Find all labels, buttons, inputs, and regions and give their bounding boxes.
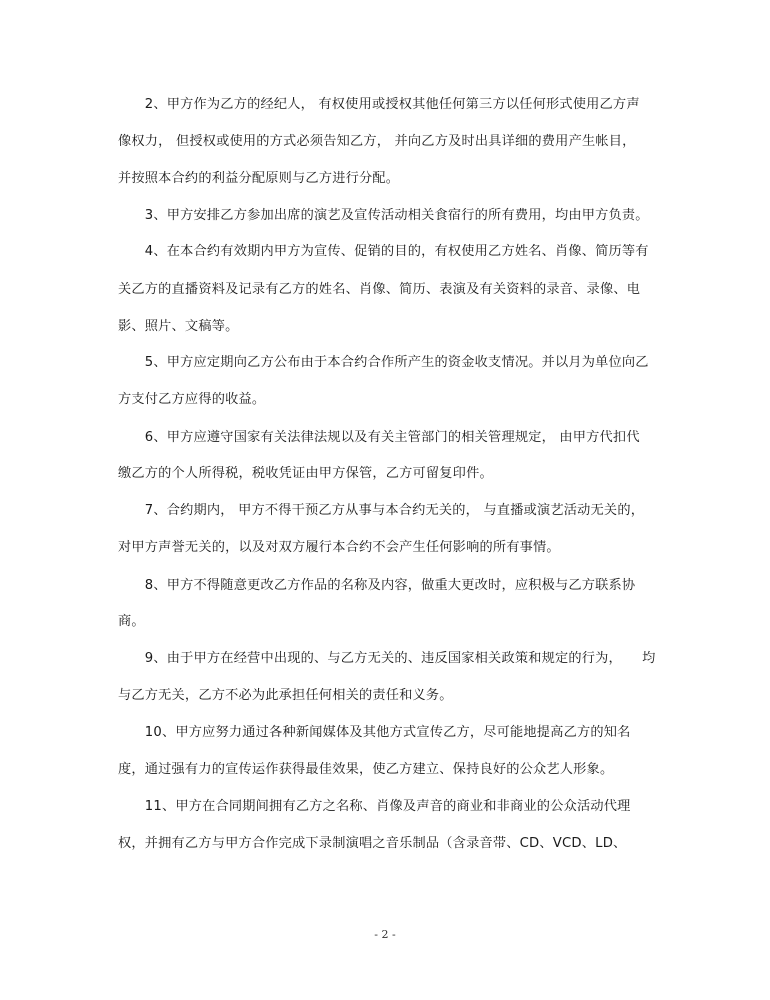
text-line: 与乙方无关，乙方不必为此承担任何相关的责任和义务。 [118,688,453,703]
page-number: - 2 - [374,928,396,941]
text-line: 方支付乙方应得的收益。 [118,392,266,407]
text-line: 权，并拥有乙方与甲方合作完成下录制演唱之音乐制品（含录音带、CD、VCD、LD、 [118,836,627,851]
text-line: 像权力， 但授权或使用的方式必须告知乙方， 并向乙方及时出具详细的费用产生帐目， [118,134,636,149]
text-line: 度，通过强有力的宣传运作获得最佳效果，使乙方建立、保持良好的公众艺人形象。 [118,762,614,777]
text-line: 商。 [118,614,145,629]
text-line: 缴乙方的个人所得税，税收凭证由甲方保管，乙方可留复印件。 [118,466,493,481]
text-line: 11、甲方在合同期间拥有乙方之名称、肖像及声音的商业和非商业的公众活动代理 [118,799,631,814]
text-line: 9、由于甲方在经营中出现的、与乙方无关的、违反国家相关政策和规定的行为， 均 [118,651,656,666]
text-line: 4、在本合约有效期内甲方为宣传、促销的目的，有权使用乙方姓名、肖像、简历等有 [118,244,649,259]
text-line: 6、甲方应遵守国家有关法律法规以及有关主管部门的相关管理规定， 由甲方代扣代 [118,430,640,445]
text-line: 影、照片、文稿等。 [118,319,239,334]
text-line: 3、甲方安排乙方参加出席的演艺及宣传活动相关食宿行的所有费用，均由甲方负责。 [118,208,649,223]
text-line: 2、甲方作为乙方的经纪人， 有权使用或授权其他任何第三方以任何形式使用乙方声 [118,97,640,112]
text-line: 对甲方声誉无关的，以及对双方履行本合约不会产生任何影响的所有事情。 [118,540,560,555]
text-line: 8、甲方不得随意更改乙方作品的名称及内容，做重大更改时，应积极与乙方联系协 [118,578,636,593]
text-line: 并按照本合约的利益分配原则与乙方进行分配。 [118,171,400,186]
text-line: 7、合约期内， 甲方不得干预乙方从事与本合约无关的， 与直播或演艺活动无关的， [118,503,645,518]
text-line: 10、甲方应努力通过各种新闻媒体及其他方式宣传乙方，尽可能地提高乙方的知名 [118,725,631,740]
text-line: 关乙方的直播资料及记录有乙方的姓名、肖像、简历、表演及有关资料的录音、录像、电 [118,282,641,297]
text-line: 5、甲方应定期向乙方公布由于本合约合作所产生的资金收支情况。并以月为单位向乙 [118,355,649,370]
